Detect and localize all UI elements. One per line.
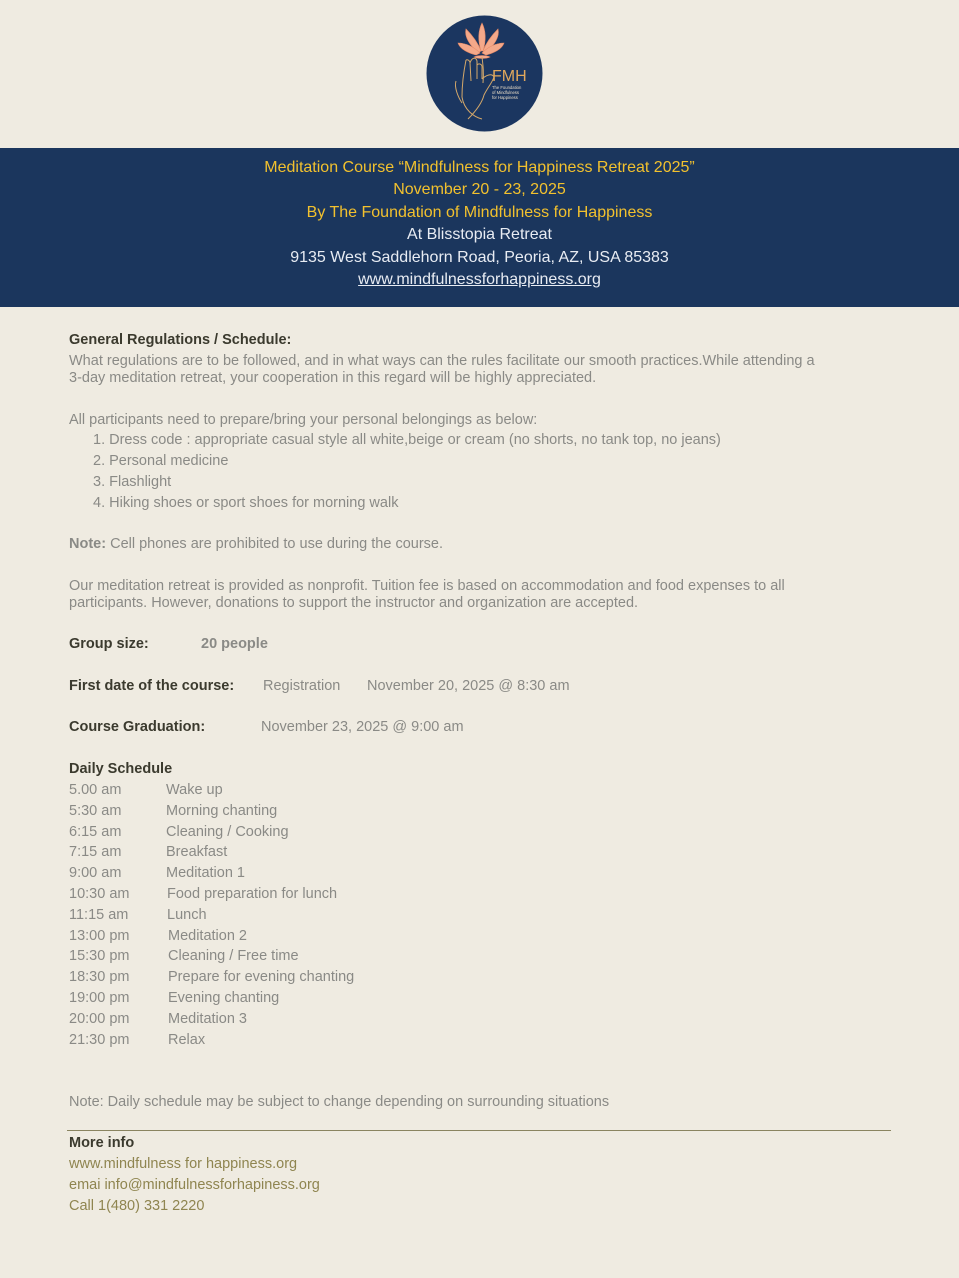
nonprofit-paragraph <box>69 578 897 612</box>
course-title: Meditation Course “Mindfulness for Happiness Retreat 2025” <box>264 159 695 176</box>
svg-text:for Happiness: for Happiness <box>492 95 518 100</box>
svg-text:The Foundation: The Foundation <box>492 85 522 90</box>
regulations-heading: General Regulations / Schedule: <box>69 332 292 348</box>
schedule-time: 19:00 pm <box>69 990 130 1006</box>
phone-note <box>69 536 443 552</box>
first-date-value: November 20, 2025 @ 8:30 am <box>367 678 570 694</box>
group-size-value: 20 people <box>201 636 268 652</box>
svg-text:of Mindfulness: of Mindfulness <box>492 90 519 95</box>
more-info-heading: More info <box>69 1135 135 1151</box>
schedule-activity: Lunch <box>167 907 207 923</box>
logo-monogram: FMH <box>492 68 527 85</box>
lotus-hand-logo-icon <box>426 15 543 132</box>
website-link[interactable]: www.mindfulnessforhappiness.org <box>358 271 601 289</box>
schedule-activity: Breakfast <box>166 844 228 860</box>
schedule-time: 21:30 pm <box>69 1032 130 1048</box>
schedule-time: 7:15 am <box>69 844 122 860</box>
belongings-intro: All participants need to prepare/bring your personal belongings as below: <box>69 412 538 428</box>
schedule-activity: Relax <box>168 1032 206 1048</box>
schedule-activity: Wake up <box>166 782 223 798</box>
regulations-intro-line2: 3-day meditation retreat, your cooperation in this regard will be highly appreciated. <box>69 370 597 386</box>
schedule-time: 11:15 am <box>69 907 129 923</box>
graduation-label: Course Graduation: <box>69 719 206 735</box>
nonprofit-line2: participants. However, donations to support the instructor and organization are accepted. <box>69 595 639 611</box>
schedule-heading: Daily Schedule <box>69 761 173 777</box>
schedule-activity: Meditation 1 <box>166 865 245 881</box>
schedule-time: 5:30 am <box>69 803 122 819</box>
schedule-time: 15:30 pm <box>69 948 130 964</box>
course-dates: November 20 - 23, 2025 <box>393 181 566 199</box>
nonprofit-line1: Our meditation retreat is provided as nonprofit. Tuition fee is based on accommodation and food expenses to all <box>69 578 785 594</box>
schedule-activity: Morning chanting <box>166 803 278 819</box>
phone-note-label: Note: <box>69 536 107 552</box>
fmh-logo <box>426 15 543 132</box>
footer-divider <box>67 1130 891 1131</box>
regulations-intro <box>69 353 897 387</box>
graduation-value: November 23, 2025 @ 9:00 am <box>261 719 464 735</box>
schedule-time: 18:30 pm <box>69 969 130 985</box>
schedule-activity: Food preparation for lunch <box>167 886 338 902</box>
course-address: 9135 West Saddlehorn Road, Peoria, AZ, USA 85383 <box>290 248 669 266</box>
belongings-item: 2. Personal medicine <box>93 453 229 469</box>
first-date-label: First date of the course: <box>69 678 235 694</box>
more-info-email-link[interactable]: emai info@mindfulnessforhapiness.org <box>69 1177 320 1193</box>
course-organizer: By The Foundation of Mindfulness for Happiness <box>306 203 653 221</box>
phone-note-text: Cell phones are prohibited to use during the course. <box>106 536 443 552</box>
schedule-activity: Cleaning / Cooking <box>166 824 289 840</box>
schedule-activity: Evening chanting <box>168 990 280 1006</box>
more-info-phone: Call 1(480) 331 2220 <box>69 1198 205 1214</box>
header-banner <box>0 148 959 307</box>
more-info-website-link[interactable]: www.mindfulness for happiness.org <box>69 1156 298 1172</box>
regulations-intro-line1: What regulations are to be followed, and in what ways can the rules facilitate our smooth practices.While attending a <box>69 353 815 369</box>
schedule-activity: Prepare for evening chanting <box>168 969 355 985</box>
belongings-item: 1. Dress code : appropriate casual style all white,beige or cream (no shorts, no tank top, no jeans) <box>93 432 721 448</box>
belongings-item: 4. Hiking shoes or sport shoes for morning walk <box>93 495 399 511</box>
schedule-time: 9:00 am <box>69 865 122 881</box>
first-date-event: Registration <box>263 678 341 694</box>
schedule-activity: Meditation 3 <box>168 1011 247 1027</box>
schedule-note: Note: Daily schedule may be subject to change depending on surrounding situations <box>69 1094 610 1110</box>
schedule-time: 20:00 pm <box>69 1011 130 1027</box>
schedule-time: 10:30 am <box>69 886 130 902</box>
group-size-label: Group size: <box>69 636 149 652</box>
schedule-time: 6:15 am <box>69 824 122 840</box>
belongings-item: 3. Flashlight <box>93 474 172 490</box>
schedule-activity: Cleaning / Free time <box>168 948 299 964</box>
schedule-time: 13:00 pm <box>69 928 130 944</box>
schedule-time: 5.00 am <box>69 782 122 798</box>
schedule-activity: Meditation 2 <box>168 928 247 944</box>
course-venue: At Blisstopia Retreat <box>407 226 552 244</box>
